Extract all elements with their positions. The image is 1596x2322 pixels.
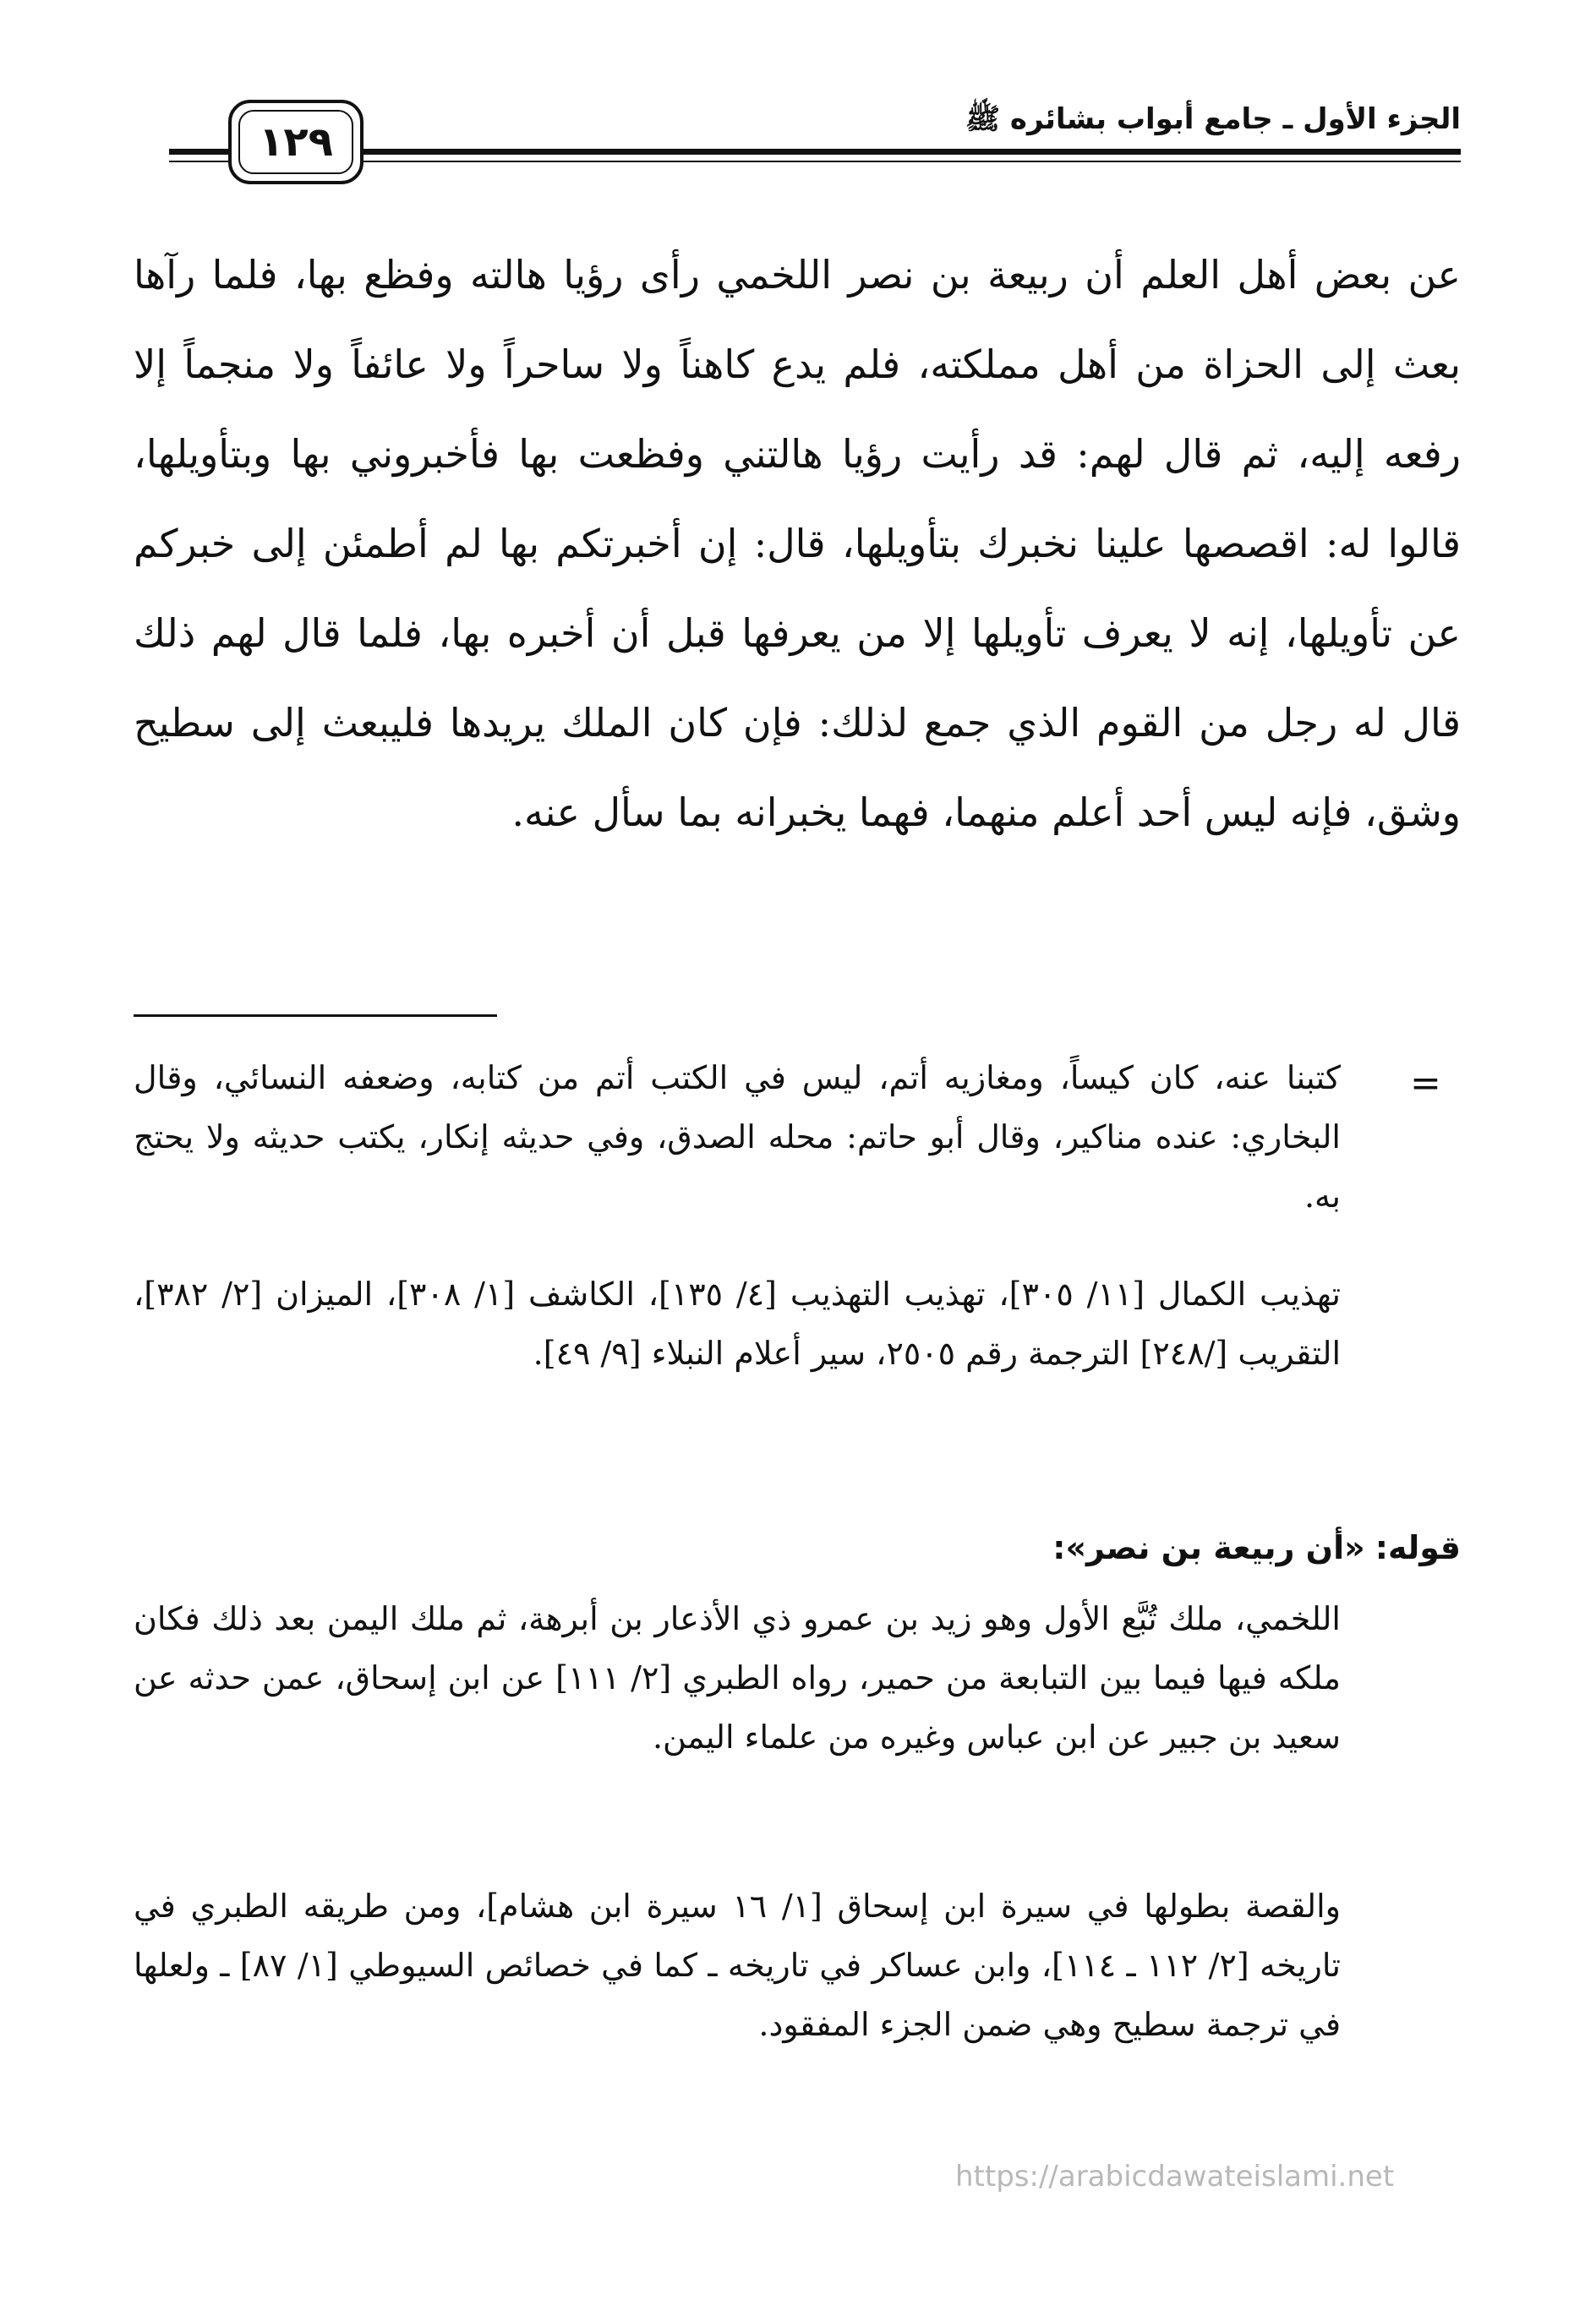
main-text — [134, 230, 1461, 857]
footnote-3 — [134, 1589, 1341, 1767]
page-number-frame — [228, 100, 363, 184]
footnote-separator — [134, 1014, 497, 1017]
footnote-label — [1052, 1518, 1461, 1577]
running-title: الجزء الأول ـ جامع أبواب بشائره ﷺ — [965, 102, 1461, 136]
label-quote: «أن ربيعة بن نصر»: — [1052, 1529, 1365, 1566]
footnote-4 — [134, 1877, 1341, 2054]
footnote-paragraph: اللخمي، ملك تُبَّع الأول وهو زيد بن عمرو ذي الأذعار بن أبرهة، ثم ملك اليمن بعد ذلك فكان ملكه فيها فيما بين التبابعة من حمير، رواه الطبري [٢/ ١١١] عن ابن إسحاق، عمن حدثه عن سعيد بن جبير عن ابن عباس وغيره من علماء اليمن. — [134, 1600, 1341, 1756]
footnote-paragraph: كتبنا عنه، كان كيساً، ومغازيه أتم، ليس في الكتب أتم من كتابه، وضعفه النسائي، وقال البخاري: عنده مناكير، وقال أبو حاتم: محله الصدق، وفي حديثه إنكار، يكتب حديثه ولا يحتج به. — [134, 1059, 1341, 1215]
footnote-2 — [134, 1265, 1341, 1383]
continuation-mark: = — [1410, 1062, 1441, 1105]
footnote-paragraph: تهذيب الكمال [١١/ ٣٠٥]، تهذيب التهذيب [٤/ ١٣٥]، الكاشف [١/ ٣٠٨]، الميزان [٢/ ٣٨٢]، التقريب [/٢٤٨] الترجمة رقم ٢٥٠٥، سير أعلام النبلاء [٩/ ٤٩]. — [134, 1276, 1341, 1372]
page-number: ١٢٩ — [238, 110, 353, 174]
main-paragraph: عن بعض أهل العلم أن ربيعة بن نصر اللخمي رأى رؤيا هالته وفظع بها، فلما رآها بعث إلى الحزاة من أهل مملكته، فلم يدع كاهناً ولا ساحراً ولا عائفاً ولا منجماً إلا رفعه إليه، ثم قال لهم: قد رأيت رؤيا هالتني وفظعت بها فأخبروني بها وبتأويلها، قالوا له: اقصصها علينا نخبرك بتأويلها، قال: إن أخبرتكم بها لم أطمئن إلى خبركم عن تأويلها، إنه لا يعرف تأويلها إلا من يعرفها قبل أن أخبره بها، فلما قال لهم ذلك قال له رجل من القوم الذي جمع لذلك: فإن كان الملك يريدها فليبعث إلى سطيح وشق، فإنه ليس أحد أعلم منهما، فهما يخبرانه بما سأل عنه. — [134, 252, 1461, 835]
footnote-paragraph: والقصة بطولها في سيرة ابن إسحاق [١/ ١٦ سيرة ابن هشام]، ومن طريقه الطبري في تاريخه [٢/ ١١٢ ـ ١١٤]، وابن عساكر في تاريخه ـ كما في خصائص السيوطي [١/ ٨٧] ـ ولعلها في ترجمة سطيح وهي ضمن الجزء المفقود. — [134, 1888, 1341, 2043]
watermark-url: https://arabicdawateislami.net — [955, 2160, 1395, 2194]
label-word: قوله: — [1375, 1529, 1461, 1566]
footnote-1 — [134, 1048, 1341, 1226]
